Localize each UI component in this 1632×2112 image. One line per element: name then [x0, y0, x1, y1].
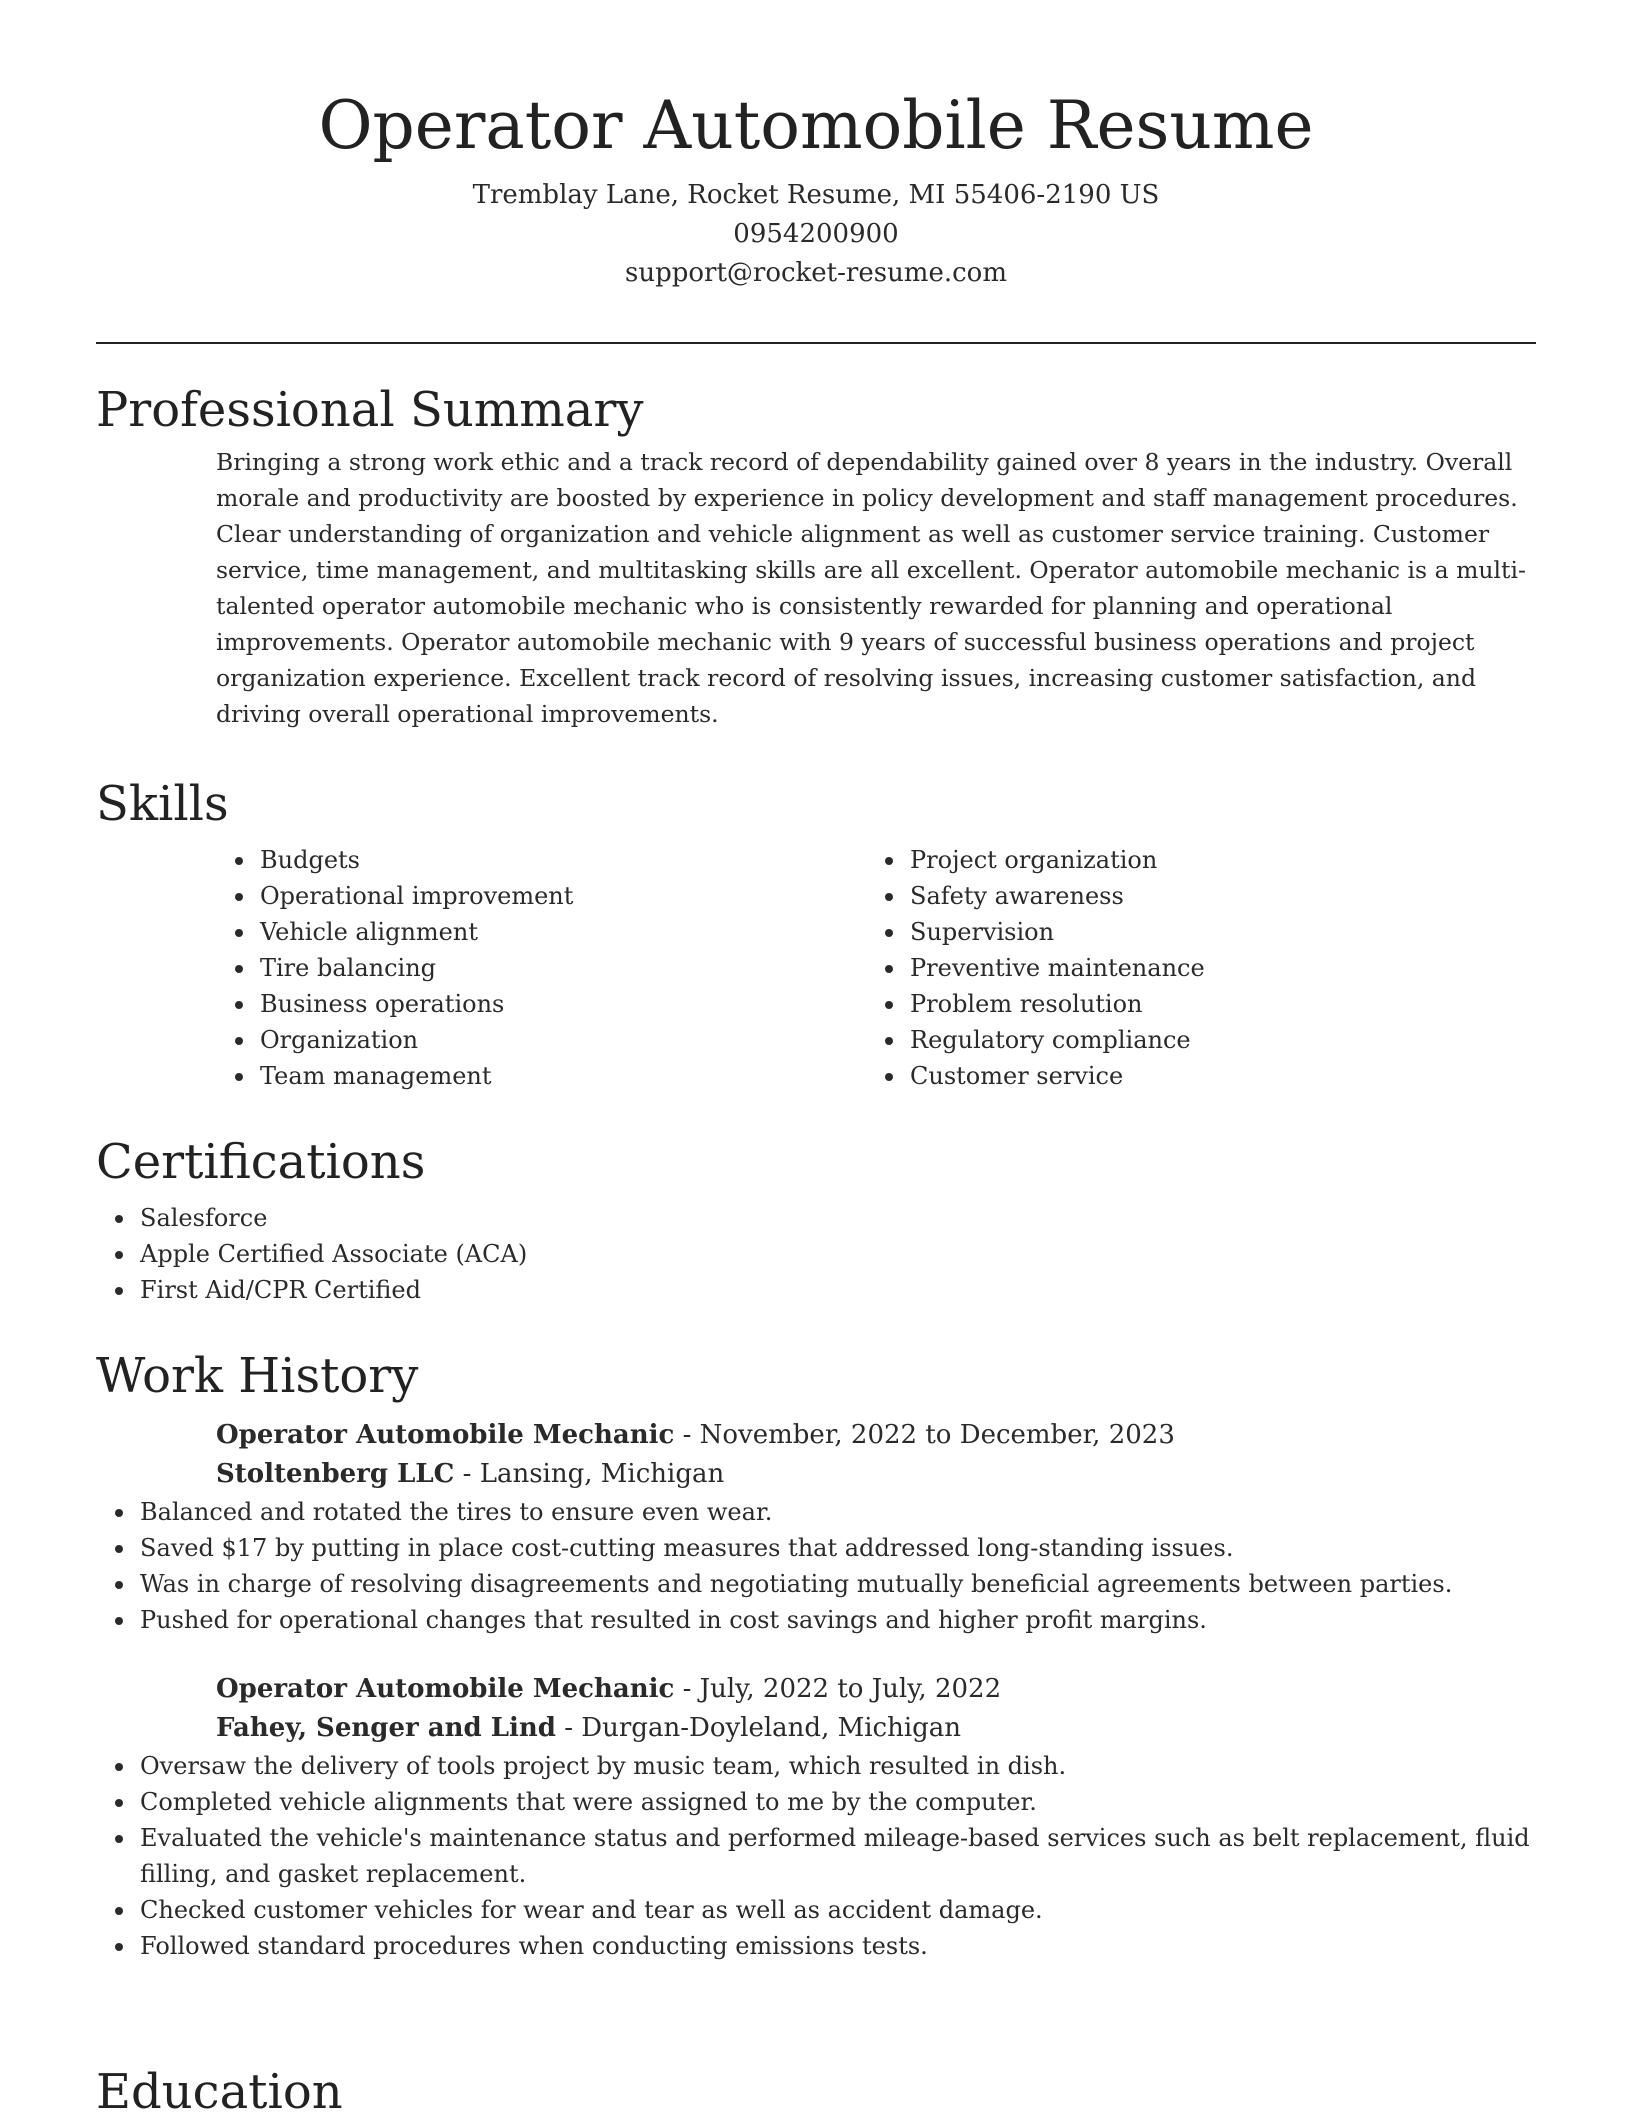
list-item: Oversaw the delivery of tools project by music team, which resulted in dish.	[96, 1748, 1536, 1784]
resume-header	[96, 86, 1536, 293]
job-dates: - July, 2022 to July, 2022	[674, 1674, 1002, 1704]
list-item: Safety awareness	[866, 878, 1516, 914]
job-role: Operator Automobile Mechanic	[216, 1674, 675, 1704]
job-title-line	[216, 1416, 1536, 1455]
job-dates: - November, 2022 to December, 2023	[674, 1420, 1175, 1450]
list-item: Pushed for operational changes that resulted in cost savings and higher profit margins.	[96, 1602, 1536, 1638]
header-divider	[96, 342, 1536, 344]
summary-text: Bringing a strong work ethic and a track record of dependability gained over 8 years in the industry. Overall morale and productivity are boosted by experience in policy development and staff management procedures. Clear understanding of organization and vehicle alignment as well as customer service training. Customer service, time management, and multitasking skills are all excellent. Operator automobile mechanic is a multi-talented operator automobile mechanic who is consistently rewarded for planning and operational improvements. Operator automobile mechanic with 9 years of successful business operations and project organization experience. Excellent track record of resolving issues, increasing customer satisfaction, and driving overall operational improvements.	[216, 448, 1526, 728]
resume-title: Operator Automobile Resume	[318, 87, 1314, 164]
job-title-line	[216, 1670, 1536, 1709]
list-item: Apple Certified Associate (ACA)	[96, 1236, 1536, 1272]
list-item: Salesforce	[96, 1200, 1536, 1236]
list-item: Preventive maintenance	[866, 950, 1516, 986]
list-item: Customer service	[866, 1058, 1516, 1094]
skills-section	[96, 774, 1536, 1094]
education-heading: Education	[96, 2064, 343, 2112]
list-item: Project organization	[866, 842, 1516, 878]
job-location: - Durgan-Doyleland, Michigan	[555, 1713, 962, 1743]
list-item: First Aid/CPR Certified	[96, 1272, 1536, 1308]
job-entry	[96, 1416, 1536, 1638]
summary-section	[96, 380, 1536, 732]
job-company: Fahey, Senger and Lind	[216, 1713, 556, 1743]
list-item: Saved $17 by putting in place cost-cutting measures that addressed long-standing issues.	[96, 1530, 1536, 1566]
list-item: Checked customer vehicles for wear and tear as well as accident damage.	[96, 1892, 1536, 1928]
skills-list-right	[866, 842, 1516, 1094]
skills-grid	[216, 842, 1536, 1094]
list-item: Regulatory compliance	[866, 1022, 1516, 1058]
education-section	[96, 2062, 1536, 2112]
work-history-section	[96, 1346, 1536, 1964]
job-company-line	[216, 1455, 1536, 1494]
list-item: Tire balancing	[216, 950, 866, 986]
list-item: Organization	[216, 1022, 866, 1058]
list-item: Followed standard procedures when conducting emissions tests.	[96, 1928, 1536, 1964]
contact-block	[96, 176, 1536, 293]
work-history-heading: Work History	[96, 1348, 419, 1404]
contact-email: support@rocket-resume.com	[624, 258, 1007, 288]
skills-heading: Skills	[96, 776, 229, 832]
contact-phone: 0954200900	[733, 219, 899, 249]
list-item: Completed vehicle alignments that were assigned to me by the computer.	[96, 1784, 1536, 1820]
certifications-list	[96, 1200, 1536, 1308]
job-company-line	[216, 1709, 1536, 1748]
list-item: Team management	[216, 1058, 866, 1094]
certifications-section	[96, 1132, 1536, 1308]
job-location: - Lansing, Michigan	[454, 1459, 725, 1489]
list-item: Business operations	[216, 986, 866, 1022]
summary-heading: Professional Summary	[96, 382, 644, 438]
list-item: Was in charge of resolving disagreements and negotiating mutually beneficial agreements between parties.	[96, 1566, 1536, 1602]
job-entry	[96, 1670, 1536, 1964]
certifications-heading: Certifications	[96, 1134, 426, 1190]
job-duties-list	[96, 1494, 1536, 1638]
job-role: Operator Automobile Mechanic	[216, 1420, 675, 1450]
list-item: Problem resolution	[866, 986, 1516, 1022]
job-duties-list	[96, 1748, 1536, 1964]
job-company: Stoltenberg LLC	[216, 1459, 455, 1489]
contact-address: Tremblay Lane, Rocket Resume, MI 55406-2190 US	[472, 180, 1160, 210]
list-item: Budgets	[216, 842, 866, 878]
list-item: Vehicle alignment	[216, 914, 866, 950]
list-item: Supervision	[866, 914, 1516, 950]
list-item: Balanced and rotated the tires to ensure even wear.	[96, 1494, 1536, 1530]
list-item: Operational improvement	[216, 878, 866, 914]
skills-list-left	[216, 842, 866, 1094]
list-item: Evaluated the vehicle's maintenance status and performed mileage-based services such as belt replacement, fluid filling, and gasket replacement.	[96, 1820, 1536, 1892]
